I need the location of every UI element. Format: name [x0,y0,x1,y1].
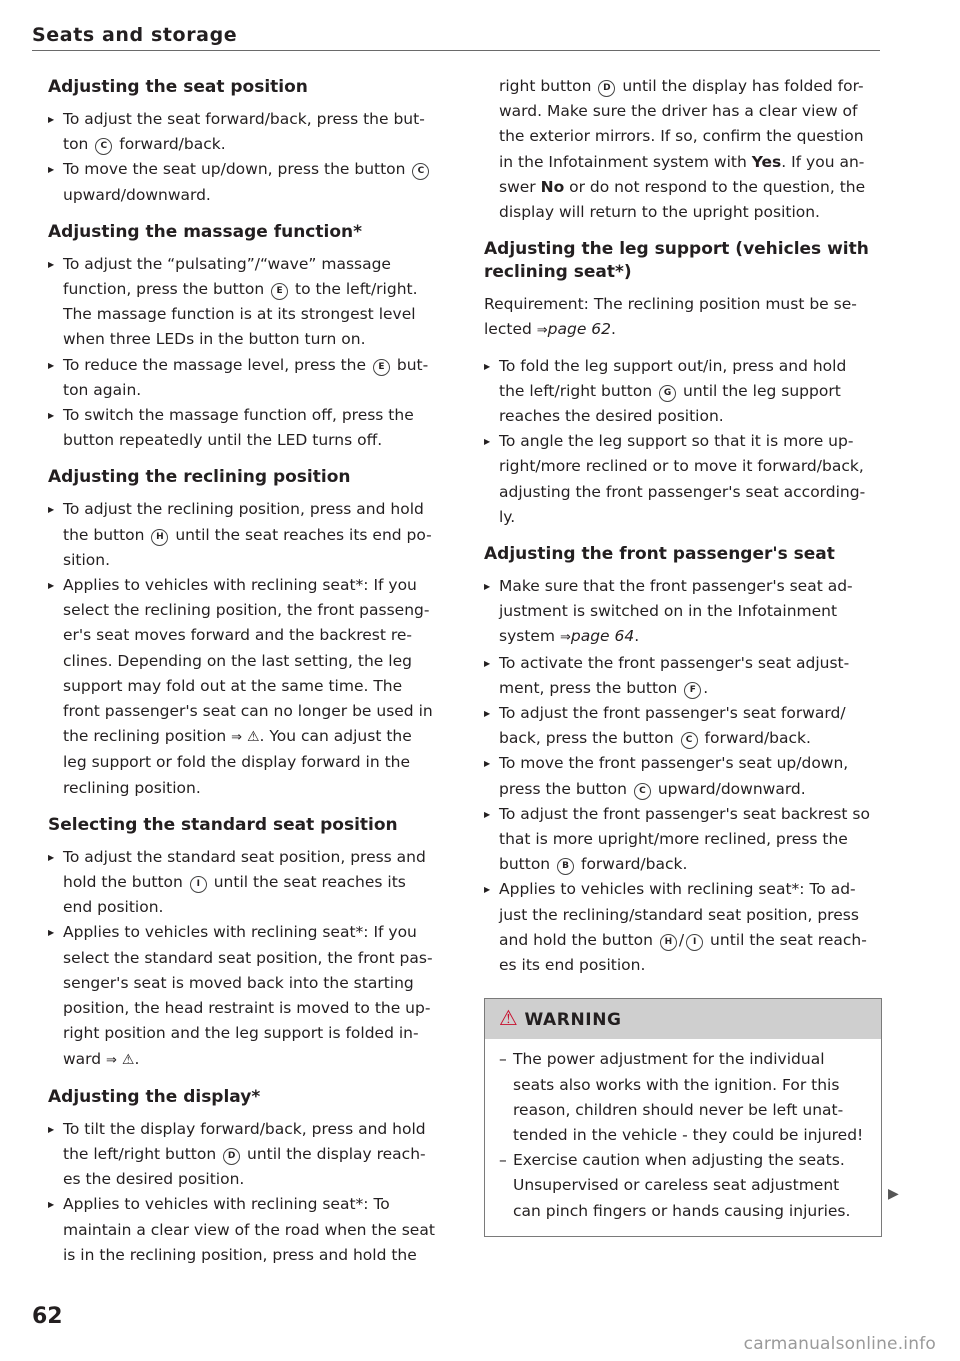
list-item: ▶ To adjust the seat forward/back, press the but- ton C forward/back. [48,107,458,157]
button-f-icon: F [684,682,701,699]
list-item: ▶ To adjust the standard seat position, press and hold the button I until the seat reaches its end position. [48,845,458,921]
list-item: ▶ To activate the front passenger's seat adjust- ment, press the button F . [484,651,884,701]
list-item: ▶ Applies to vehicles with reclining seat*: If you select the standard seat position, the front pas- senger's seat is moved back into the starting position, the head restraint is moved to the up- right position and the leg support is folded in- ward ⇒ ⚠. [48,920,458,1072]
list-item: ▶ To fold the leg support out/in, press and hold the left/right button G until the leg support reaches the desired position. [484,354,884,430]
warning-body [485,1039,881,1235]
warning-item: – The power adjustment for the individual seats also works with the ignition. For this reason, children should never be left unat- tended in the vehicle - they could be injured! [499,1047,869,1148]
right-column [484,74,884,1237]
list-item: ▶ To tilt the display forward/back, press and hold the left/right button D until the display reach- es the desired position. [48,1117,458,1193]
button-i-icon: I [686,934,703,951]
warning-item: – Exercise caution when adjusting the seats. Unsupervised or careless seat adjustment can pinch fingers or hands causing injuries. [499,1148,869,1224]
section-title-seat-position: Adjusting the seat position [48,77,308,97]
list-item: ▶ To reduce the massage level, press the E but- ton again. [48,353,458,403]
button-b-icon: B [557,858,574,875]
arrow-icon: ⇒ [106,1052,117,1068]
section-title-front-passenger: Adjusting the front passenger's seat [484,544,835,565]
arrow-icon: ⇒ [536,323,548,339]
warning-header [485,999,881,1039]
list-item: ▶ To adjust the front passenger's seat forward/ back, press the button C forward/back. [484,701,884,751]
header-rule [32,50,880,51]
list-display [48,1117,458,1268]
button-e-icon: E [271,283,288,300]
list-item: ▶ Applies to vehicles with reclining seat*: If you select the reclining position, the front passeng- er's seat moves forward and the backrest re- clines. Depending on the last setting, the leg support may fold out at the same time. The front passenger's seat can no longer be used in the reclining position ⇒ ⚠. You can adjust the leg support or fold the display forward in the reclining position. [48,573,458,801]
arrow-icon: ⇒ [231,730,243,746]
section-title-leg-support: Adjusting the leg support (vehicles with reclining seat*) [484,239,869,283]
warning-triangle-icon: ⚠ [499,1006,519,1031]
requirement-text: Requirement: The reclining position must be se- lected ⇒page 62. [484,295,857,339]
list-item: ▶ To angle the leg support so that it is more up- right/more reclined or to move it forward/back, adjusting the front passenger's seat according- ly. [484,429,884,530]
list-item: ▶ Applies to vehicles with reclining seat*: To maintain a clear view of the road when the seat is in the reclining position, press and hold the [48,1192,458,1268]
list-item: ▶ To adjust the reclining position, press and hold the button H until the seat reaches its end po- sition. [48,497,458,573]
button-e-icon: E [373,359,390,376]
button-i-icon: I [190,876,207,893]
page-reference-link[interactable]: page 64 [570,627,635,646]
next-page-arrow-icon[interactable]: ▶ [888,1186,899,1202]
list-front-passenger [484,574,884,978]
button-c-icon: C [634,783,651,800]
chapter-title: Seats and storage [32,24,238,46]
section-title-reclining: Adjusting the reclining position [48,467,351,488]
section-title-display: Adjusting the display* [48,1086,261,1107]
button-d-icon: D [598,80,615,97]
section-title-standard-position: Selecting the standard seat position [48,814,398,835]
button-c-icon: C [95,138,112,155]
display-continued-text: right button D until the display has folded for- ward. Make sure the driver has a clear view of the exterior mirrors. If so, confirm the question in the Infotainment system with Yes. If you an- swer No or do not respond to the question, the display will return to the upright position. [499,77,866,222]
list-reclining [48,497,458,800]
button-h-icon: H [660,934,677,951]
button-c-icon: C [681,732,698,749]
warning-triangle-icon[interactable]: ⚠ [121,1051,135,1068]
list-massage [48,252,458,454]
warning-box [484,998,882,1236]
list-leg-support [484,354,884,530]
arrow-icon: ⇒ [559,630,571,646]
page-number: 62 [32,1304,63,1329]
list-item: ▶ To move the seat up/down, press the button C upward/downward. [48,157,458,207]
button-h-icon: H [151,529,168,546]
list-item: ▶ To switch the massage function off, press the button repeatedly until the LED turns off. [48,403,458,453]
list-standard-position [48,845,458,1073]
button-c-icon: C [412,163,429,180]
page-reference-link[interactable]: page 62 [547,320,612,339]
button-g-icon: G [659,385,676,402]
left-column [48,74,458,1274]
button-d-icon: D [223,1148,240,1165]
list-item: ▶ Applies to vehicles with reclining seat*: To ad- just the reclining/standard seat position, press and hold the button H / I until the seat reach- es its end position. [484,877,884,978]
list-item: ▶ To adjust the front passenger's seat backrest so that is more upright/more reclined, press the button B forward/back. [484,802,884,878]
watermark: carmanualsonline.info [743,1334,936,1354]
list-item: ▶ To adjust the “pulsating”/“wave” massage function, press the button E to the left/right. The massage function is at its strongest level when three LEDs in the button turn on. [48,252,458,353]
list-item: ▶ Make sure that the front passenger's seat ad- justment is switched on in the Infotainment system ⇒page 64. [484,574,884,651]
list-seat-position [48,107,458,208]
warning-triangle-icon[interactable]: ⚠ [246,729,260,746]
warning-title: WARNING [524,1010,622,1031]
list-item: ▶ To move the front passenger's seat up/down, press the button C upward/downward. [484,751,884,801]
section-title-massage: Adjusting the massage function* [48,221,363,242]
